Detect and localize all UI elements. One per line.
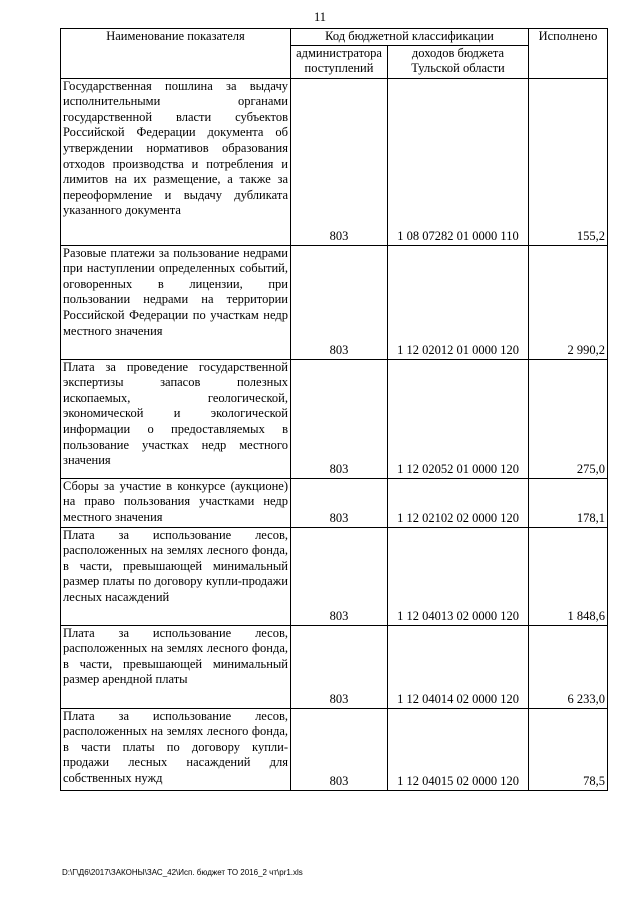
table-row [61,708,608,790]
header-classification-code: Код бюджетной классификации [291,29,529,46]
row-admin-code: 803 [291,245,388,359]
row-revenue-code: 1 12 02012 01 0000 120 [388,245,529,359]
row-admin-code: 803 [291,527,388,625]
file-path-footer: D:\Г\Д6\2017\ЗАКОНЫ\ЗАС_42\Исп. бюджет ТО 2016_2 чт\pr1.xls [62,868,303,877]
row-indicator-name: Плата за использование лесов, расположенных на землях лесного фонда, в части, превышающей минимальный размер платы по договору купли-продажи лесных насаждений [61,527,291,625]
header-administrator: администратора поступлений [291,45,388,78]
table-row [61,478,608,527]
row-executed-amount: 275,0 [529,359,608,478]
row-revenue-code: 1 12 02052 01 0000 120 [388,359,529,478]
page-number: 11 [313,10,327,24]
table-row [61,625,608,708]
row-revenue-code: 1 12 04015 02 0000 120 [388,708,529,790]
header-revenue: доходов бюджета Тульской области [388,45,529,78]
row-admin-code: 803 [291,625,388,708]
row-revenue-code: 1 12 04013 02 0000 120 [388,527,529,625]
table-row [61,359,608,478]
row-executed-amount: 2 990,2 [529,245,608,359]
row-executed-amount: 155,2 [529,78,608,245]
row-admin-code: 803 [291,359,388,478]
row-admin-code: 803 [291,708,388,790]
row-indicator-name: Разовые платежи за пользование недрами при наступлении определенных событий, оговоренных в лицензии, при пользовании недрами на территории Российской Федерации по участкам недр местного значения [61,245,291,359]
row-indicator-name: Плата за использование лесов, расположенных на землях лесного фонда, в части платы по договору купли-продажи лесных насаждений для собственных нужд [61,708,291,790]
row-revenue-code: 1 08 07282 01 0000 110 [388,78,529,245]
row-executed-amount: 78,5 [529,708,608,790]
row-admin-code: 803 [291,478,388,527]
table-row [61,245,608,359]
table-row [61,527,608,625]
header-executed: Исполнено [529,29,608,79]
row-indicator-name: Плата за использование лесов, расположенных на землях лесного фонда, в части, превышающей минимальный размер арендной платы [61,625,291,708]
row-revenue-code: 1 12 02102 02 0000 120 [388,478,529,527]
row-indicator-name: Государственная пошлина за выдачу исполнительными органами государственной власти субъектов Российской Федерации документа об утверждении нормативов образования отходов производства и потребления и лимитов на их размещение, а также за переоформление и выдачу дубликата указанного документа [61,78,291,245]
budget-execution-table [60,28,608,791]
header-indicator: Наименование показателя [61,29,291,79]
table-row [61,78,608,245]
row-executed-amount: 1 848,6 [529,527,608,625]
row-revenue-code: 1 12 04014 02 0000 120 [388,625,529,708]
row-executed-amount: 178,1 [529,478,608,527]
row-admin-code: 803 [291,78,388,245]
row-executed-amount: 6 233,0 [529,625,608,708]
row-indicator-name: Сборы за участие в конкурсе (аукционе) на право пользования участками недр местного значения [61,478,291,527]
row-indicator-name: Плата за проведение государственной экспертизы запасов полезных ископаемых, геологической, экономической и экологической информации о предоставляемых в пользование участках недр местного значения [61,359,291,478]
